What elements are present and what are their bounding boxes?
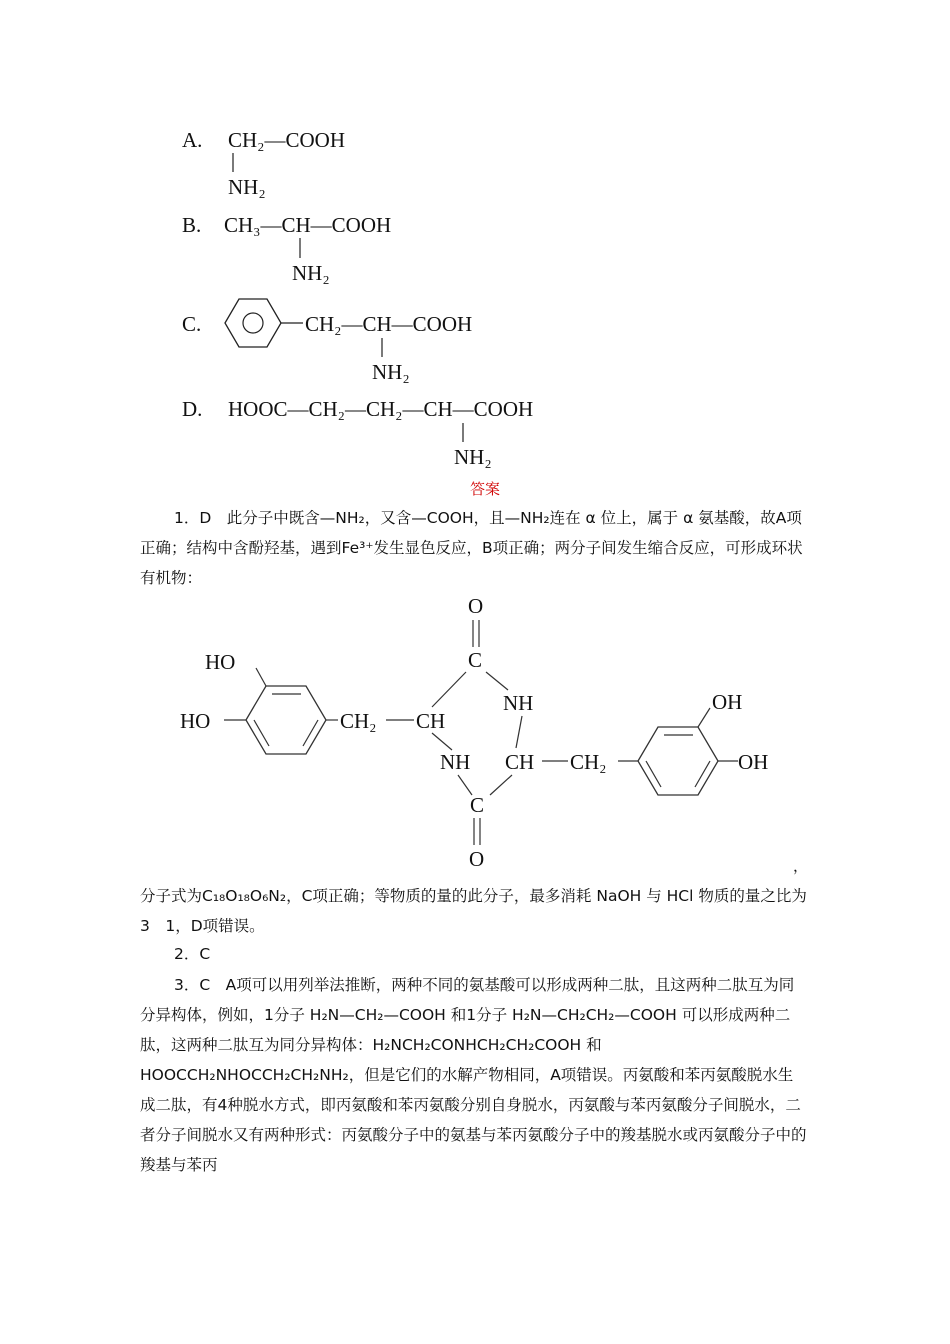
right-ch2: CH₂ bbox=[570, 750, 607, 774]
option-c-sub: NH₂ bbox=[372, 360, 410, 384]
trailing-comma: ， bbox=[793, 857, 809, 875]
left-ho-1: HO bbox=[205, 650, 236, 674]
bottom-c: C bbox=[470, 793, 485, 817]
option-b bbox=[182, 213, 391, 285]
option-d-label: D. bbox=[182, 397, 203, 421]
option-a-main: CH₂—COOH bbox=[228, 128, 345, 152]
answer-title: 答案 bbox=[470, 480, 501, 498]
left-ch: CH bbox=[416, 709, 446, 733]
top-c: C bbox=[468, 648, 483, 672]
right-oh-1: OH bbox=[712, 690, 743, 714]
cyclic-dipeptide-structure bbox=[0, 590, 950, 880]
top-o: O bbox=[468, 594, 484, 618]
left-ho-2: HO bbox=[180, 709, 211, 733]
option-c-label: C. bbox=[182, 312, 202, 336]
left-ch2: CH₂ bbox=[340, 709, 377, 733]
option-c bbox=[182, 299, 472, 384]
answer-paragraph-2: 分子式为C₁₈O₁₈O₆N₂，C项正确；等物质的量的此分子，最多消耗 NaOH 与 HCl 物质的量之比为3 1，D项错误。 bbox=[140, 887, 807, 935]
right-nh: NH bbox=[503, 691, 534, 715]
option-d-sub: NH₂ bbox=[454, 445, 492, 469]
benzene-ring-icon bbox=[225, 299, 303, 347]
options-structures bbox=[0, 0, 950, 480]
option-d-main: HOOC—CH₂—CH₂—CH—COOH bbox=[228, 397, 534, 421]
answer-paragraph-4: 3．C A项可以用列举法推断，两种不同的氨基酸可以形成两种二肽，且这两种二肽互为同分异构体，例如，1分子 H₂N—CH₂—COOH 和1分子 H₂N—CH₂CH₂—COOH 可以形成两种二肽，这两种二肽互为同分异构体：H₂NCH₂CONHCH₂CH₂COOH 和 HOOCCH₂NHOCCH₂CH₂NH₂，但是它们的水解产物相同，A项错误。丙氨酸和苯丙氨酸脱水生成二肽，有4种脱水方式，即丙氨酸和苯丙氨酸分别自身脱水，丙氨酸与苯丙氨酸分子间脱水，二者分子间脱水又有两种形式：丙氨酸分子中的氨基与苯丙氨酸分子中的羧基脱水或丙氨酸分子中的羧基与苯丙 bbox=[140, 976, 807, 1174]
option-a-sub: NH₂ bbox=[228, 175, 266, 199]
right-oh-2: OH bbox=[738, 750, 769, 774]
right-ch: CH bbox=[505, 750, 535, 774]
left-nh: NH bbox=[440, 750, 471, 774]
bottom-o: O bbox=[469, 847, 485, 871]
option-b-sub: NH₂ bbox=[292, 261, 330, 285]
option-c-main: CH₂—CH—COOH bbox=[305, 312, 473, 336]
option-b-label: B. bbox=[182, 213, 202, 237]
answer-paragraph-3: 2．C bbox=[174, 945, 211, 963]
option-a-label: A. bbox=[182, 128, 203, 152]
right-benzene-ring-icon bbox=[618, 708, 738, 795]
left-benzene-ring-icon bbox=[224, 668, 338, 754]
answer-paragraph-1: 1．D 此分子中既含—NH₂，又含—COOH，且—NH₂连在 α 位上，属于 α 氨基酸，故A项正确；结构中含酚羟基，遇到Fe³⁺发生显色反应，B项正确；两分子间发生缩合反应，可形成环状有机物： bbox=[140, 509, 803, 587]
option-b-main: CH₃—CH—COOH bbox=[224, 213, 392, 237]
option-a bbox=[182, 128, 345, 199]
option-d bbox=[182, 397, 533, 469]
